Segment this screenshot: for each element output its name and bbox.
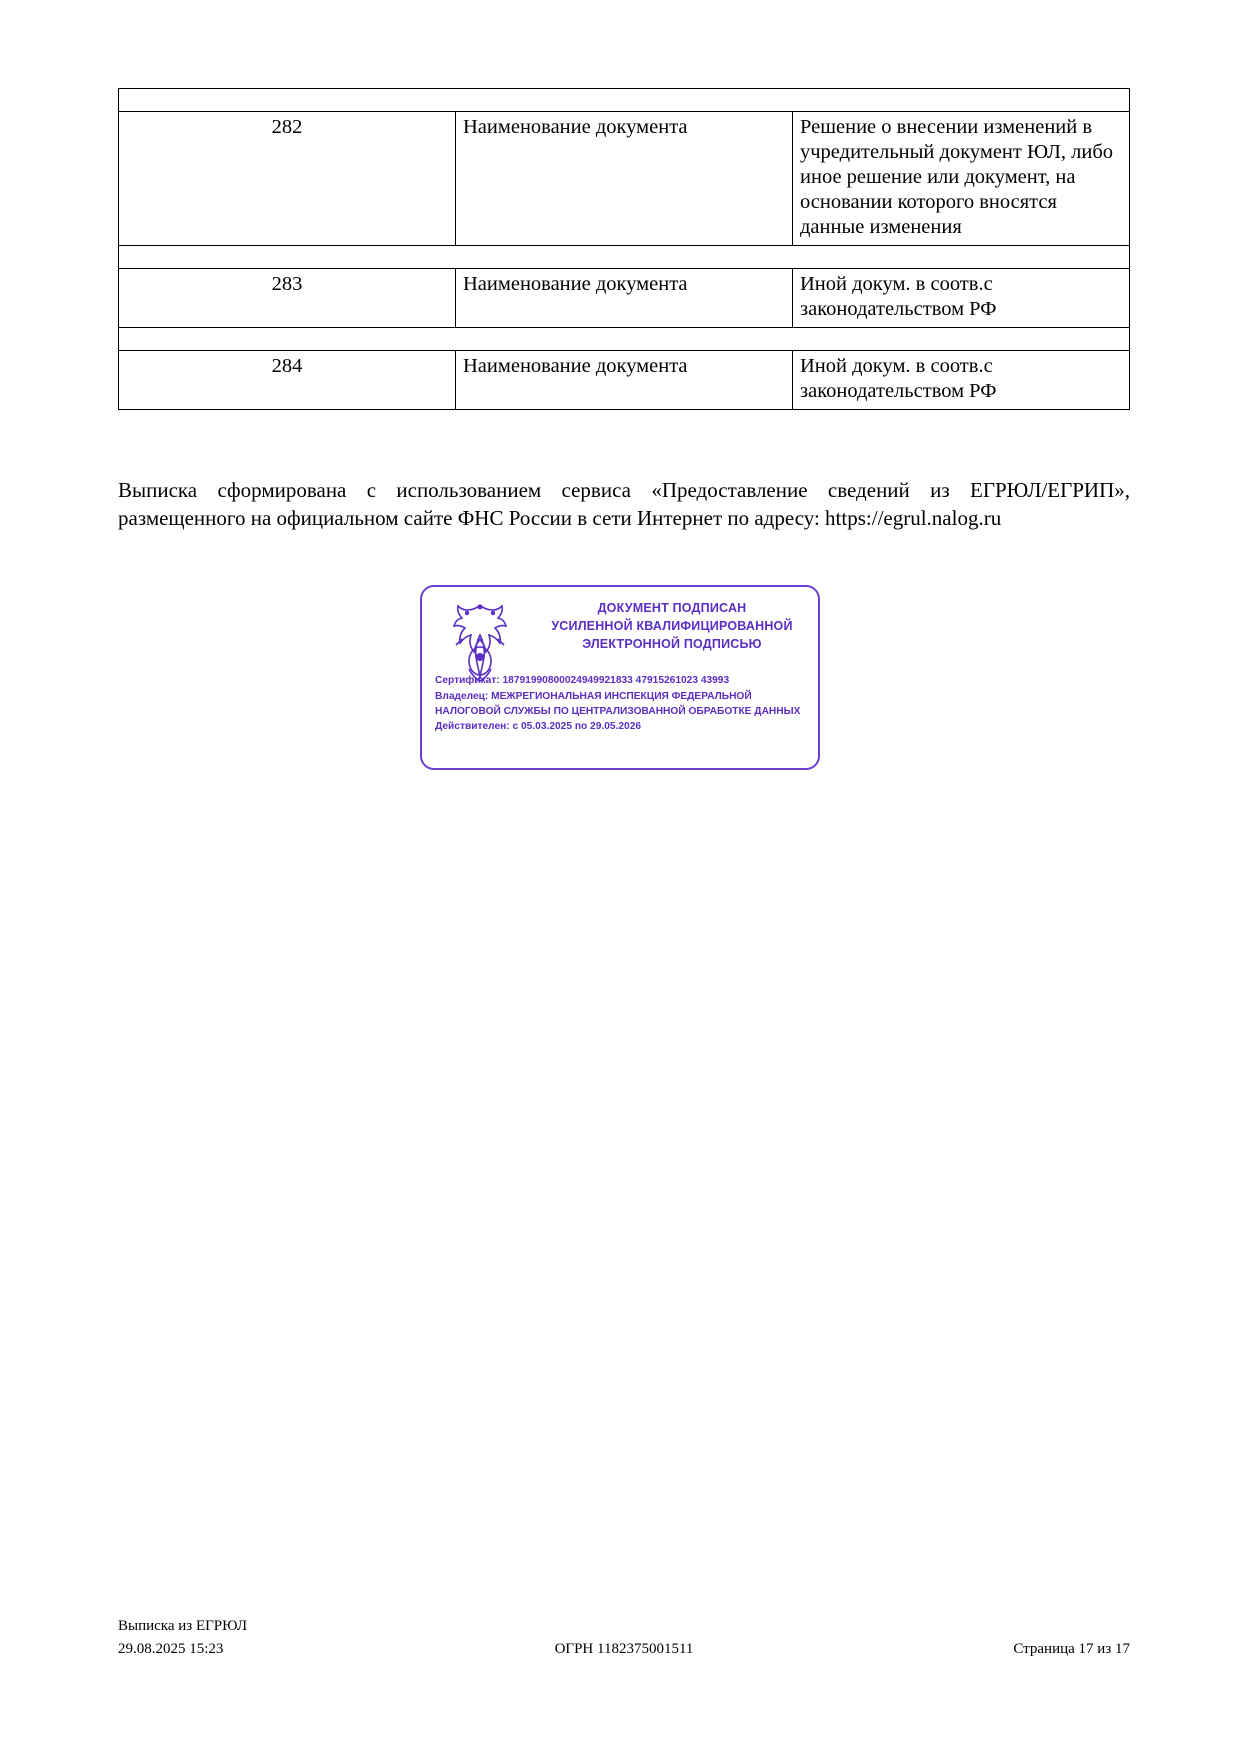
table-row [119, 351, 1130, 410]
row-number: 283 [119, 269, 456, 328]
stamp-certificate: Сертификат: 18791990800024949921833 47915261023 43993 [435, 675, 730, 686]
footer-title: Выписка из ЕГРЮЛ [118, 1618, 247, 1634]
stamp-heading [532, 599, 812, 653]
row-label: Наименование документа [456, 269, 793, 328]
electronic-signature-stamp [420, 585, 820, 770]
footer-ogrn: ОГРН 1182375001511 [554, 1640, 694, 1657]
table-top-blank-row [119, 89, 1130, 112]
table-row [119, 269, 1130, 328]
table-spacer-cell [119, 328, 1130, 351]
table-row [119, 112, 1130, 246]
row-label: Наименование документа [456, 112, 793, 246]
stamp-heading-line-1: ДОКУМЕНТ ПОДПИСАН [597, 601, 747, 615]
row-label: Наименование документа [456, 351, 793, 410]
stamp-details [435, 674, 807, 736]
table-top-blank-cell [119, 89, 1130, 112]
footer-datetime: 29.08.2025 15:23 [118, 1640, 224, 1657]
row-number: 284 [119, 351, 456, 410]
table-spacer-cell [119, 246, 1130, 269]
row-value: Иной докум. в соотв.с законодательством РФ [793, 269, 1130, 328]
documents-table [118, 88, 1130, 410]
table-spacer-row [119, 328, 1130, 351]
service-notice-text: Выписка сформирована с использованием сервиса «Предоставление сведений из ЕГРЮЛ/ЕГРИП», размещенного на официальном сайте ФНС России в сети Интернет по адресу: https://egrul.nalog.ru [118, 478, 1130, 530]
stamp-heading-line-2: УСИЛЕННОЙ КВАЛИФИЦИРОВАННОЙ [551, 619, 793, 634]
row-number: 282 [119, 112, 456, 246]
table-spacer-row [119, 246, 1130, 269]
footer-page-number: Страница 17 из 17 [1013, 1640, 1130, 1657]
row-value: Решение о внесении изменений в учредительный документ ЮЛ, либо иное решение или документ, на основании которого вносятся данные изменения [793, 112, 1130, 246]
page-footer [118, 1616, 1130, 1659]
footer-row [118, 1639, 1130, 1659]
stamp-heading-line-3: ЭЛЕКТРОННОЙ ПОДПИСЬЮ [582, 637, 762, 652]
row-value: Иной докум. в соотв.с законодательством РФ [793, 351, 1130, 410]
stamp-validity: Действителен: с 05.03.2025 по 29.05.2026 [435, 721, 642, 733]
stamp-owner: Владелец: МЕЖРЕГИОНАЛЬНАЯ ИНСПЕКЦИЯ ФЕДЕРАЛЬНОЙ НАЛОГОВОЙ СЛУЖБЫ ПО ЦЕНТРАЛИЗОВАННОЙ ОБРАБОТКЕ ДАННЫХ [435, 690, 801, 717]
